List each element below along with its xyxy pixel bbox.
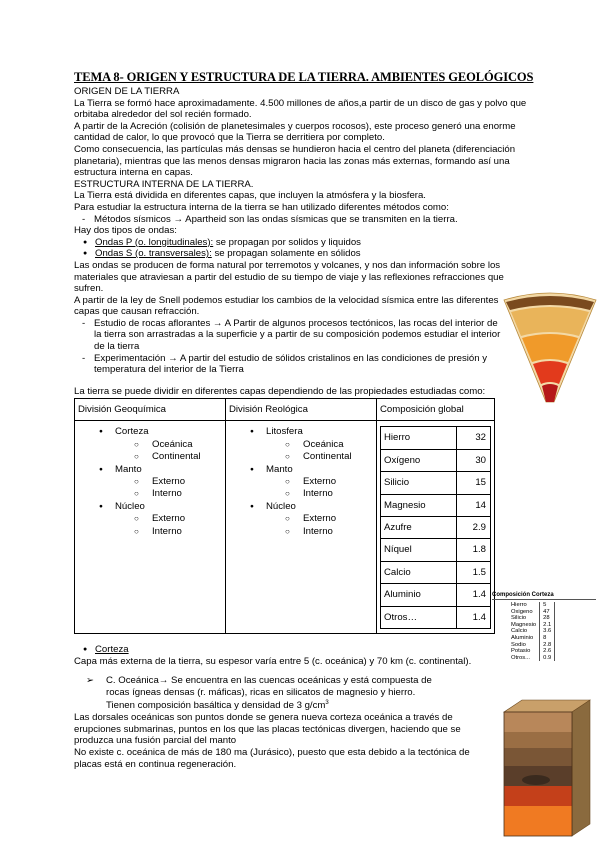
composition-list bbox=[380, 426, 491, 629]
reo-item: ● Litosfera ○ Oceánica ○ Continental bbox=[229, 426, 373, 463]
composition-row: Calcio 1.5 bbox=[381, 561, 491, 583]
crust-bullet: ● Corteza bbox=[74, 644, 474, 656]
origin-paragraph-2: A partir de la Acreción (colisión de planetesimales y cuerpos rocosos), este proceso generó una enorme cantidad de calor, lo que provocó que la Tierra se derritiera por completo. bbox=[74, 120, 516, 144]
geo-item: ● Manto ○ Externo ○ Interno bbox=[78, 464, 222, 501]
crust-block-diagram bbox=[502, 698, 592, 838]
composition-row: Hierro 32 bbox=[381, 427, 491, 449]
reo-subitem: ○ Oceánica bbox=[229, 439, 373, 451]
mini-row: Calcio 3.6 bbox=[508, 628, 555, 635]
origin-paragraph-3: Como consecuencia, las partículas más densas se hundieron hacia el centro del planeta (diferenciación planetaria), mientras que las menos densas migraron hacia las zonas más externas, formando así una estructura interna en capas. bbox=[74, 143, 516, 179]
reo-subitem: ○ Interno bbox=[229, 488, 373, 500]
crust-paragraph-3: No existe c. oceánica de más de 180 ma (Jurásico), puesto que esta debido a la tectónica de placas está en continua regeneración. bbox=[74, 747, 470, 770]
geochemical-cell bbox=[75, 421, 226, 634]
mini-composition-table bbox=[508, 602, 555, 661]
earth-layers-illustration bbox=[500, 292, 600, 404]
composition-row: Magnesio 14 bbox=[381, 494, 491, 516]
divisions-table bbox=[74, 398, 495, 634]
wave-p-item bbox=[74, 237, 534, 249]
header-composition: Composición global bbox=[377, 399, 495, 421]
reo-subitem: ○ Externo bbox=[229, 476, 373, 488]
mini-row: Otros... 0.9 bbox=[508, 655, 555, 662]
mini-table-title: Composición Corteza bbox=[492, 592, 554, 598]
header-geochemical: División Geoquímica bbox=[75, 399, 226, 421]
wave-s-item bbox=[74, 248, 534, 260]
reo-item: ● Núcleo ○ Externo ○ Interno bbox=[229, 501, 373, 538]
wave-p-label: Ondas P (o. longitudinales): bbox=[95, 236, 214, 248]
geo-item: ● Corteza ○ Oceánica ○ Continental bbox=[78, 426, 222, 463]
composition-row: Azufre 2.9 bbox=[381, 517, 491, 539]
oceanic-line-3: Tienen composición basáltica y densidad de 3 $g/cm^3$ bbox=[106, 700, 329, 712]
structure-paragraph-5: La tierra se puede dividir en diferentes capas dependiendo de las propiedades estudiadas como: bbox=[74, 385, 486, 397]
structure-paragraph-1: La Tierra está dividida en diferentes capas, que incluyen la atmósfera y la biosfera. bbox=[74, 190, 426, 202]
crust-paragraph-1: Capa más externa de la tierra, su espesor varía entre 5 (c. oceánica) y 70 km (c. continental). bbox=[74, 655, 472, 667]
header-rheological: División Reológica bbox=[226, 399, 377, 421]
origin-heading: ORIGEN DE LA TIERRA bbox=[74, 86, 180, 97]
composition-row: Otros… 1.4 bbox=[381, 606, 491, 628]
methods-list-2 bbox=[74, 318, 504, 376]
methods-list-1 bbox=[74, 214, 534, 226]
mini-row: Potasio 2.6 bbox=[508, 648, 555, 655]
composition-cell bbox=[377, 421, 495, 634]
reo-item: ● Manto ○ Externo ○ Interno bbox=[229, 464, 373, 501]
geo-subitem: ○ Externo bbox=[78, 513, 222, 525]
structure-heading: ESTRUCTURA INTERNA DE LA TIERRA. bbox=[74, 178, 254, 190]
wave-s-label: Ondas S (o. transversales): bbox=[95, 248, 212, 260]
mini-row: Magnesio 2.1 bbox=[508, 622, 555, 629]
composition-row: Aluminio 1.4 bbox=[381, 584, 491, 606]
waves-list bbox=[74, 237, 534, 260]
crust-paragraph-2: Las dorsales oceánicas son puntos donde se genera nueva corteza oceánica a través de erupciones submarinas, puntos en los que las placas tectónicas divergen, haciendo que se produzca una fusión parcial del manto bbox=[74, 712, 461, 747]
reo-subitem: ○ Externo bbox=[229, 513, 373, 525]
crust-composition-figure bbox=[492, 592, 596, 661]
crust-section bbox=[74, 644, 474, 770]
method-rocks: - Estudio de rocas aflorantes → A Partir de algunos procesos tectónicos, las rocas del interior de la tierra son arrastradas a la superficie y a partir de su composición podemos estudiar el interior de la tierra bbox=[74, 318, 504, 353]
geo-subitem: ○ Oceánica bbox=[78, 439, 222, 451]
reo-subitem: ○ Continental bbox=[229, 451, 373, 463]
composition-row: Níquel 1.8 bbox=[381, 539, 491, 561]
document-page bbox=[74, 70, 534, 770]
wave-p-text: se propagan por solidos y liquidos bbox=[213, 236, 361, 248]
method-seismic: - Métodos sísmicos → Apartheid son las ondas sísmicas que se transmiten en la tierra. bbox=[74, 214, 534, 226]
method-experimentation: - Experimentación → A partir del estudio de sólidos cristalinos en las condiciones de presión y temperatura del interior de la Tierra bbox=[74, 353, 504, 376]
structure-paragraph-3: Las ondas se producen de forma natural por terremotos y volcanes, y nos dan información sobre los materiales que atraviesan a partir del estudio de su tiempo de viaje y las reflexiones refracciones que sufren. bbox=[74, 259, 504, 295]
geo-subitem: ○ Interno bbox=[78, 526, 222, 538]
waves-intro: Hay dos tipos de ondas: bbox=[74, 225, 177, 237]
geo-item: ● Núcleo ○ Externo ○ Interno bbox=[78, 501, 222, 538]
geo-subitem: ○ Continental bbox=[78, 451, 222, 463]
mini-row: Aluminio 8 bbox=[508, 635, 555, 642]
mini-row: Hierro 5 bbox=[508, 602, 555, 609]
geo-subitem: ○ Interno bbox=[78, 488, 222, 500]
composition-row: Silicio 15 bbox=[381, 472, 491, 494]
composition-row: Oxígeno 30 bbox=[381, 449, 491, 471]
mini-row: Sodio 2.8 bbox=[508, 642, 555, 649]
arrow-bullet-icon: ➢ bbox=[86, 675, 95, 687]
oceanic-crust-item bbox=[74, 675, 474, 712]
oceanic-line-1: C. Oceánica→ Se encuentra en las cuencas oceánicas y está compuesta de bbox=[106, 675, 432, 687]
rheological-cell bbox=[226, 421, 377, 634]
wave-s-text: se propagan solamente en sólidos bbox=[211, 248, 361, 260]
oceanic-line-2: rocas ígneas densas (r. máficas), ricas en silicatos de magnesio y hierro. bbox=[106, 686, 416, 698]
mini-row: Silicio 28 bbox=[508, 615, 555, 622]
reo-subitem: ○ Interno bbox=[229, 526, 373, 538]
geo-subitem: ○ Externo bbox=[78, 476, 222, 488]
document-title: TEMA 8- ORIGEN Y ESTRUCTURA DE LA TIERRA. AMBIENTES GEOLÓGICOS bbox=[74, 70, 534, 84]
mini-row: Oxigeno 47 bbox=[508, 609, 555, 616]
structure-paragraph-4: A partir de la ley de Snell podemos estudiar los cambios de la velocidad sísmica entre las diferentes capas que causan refracción. bbox=[74, 294, 499, 318]
structure-paragraph-2: Para estudiar la estructura interna de la tierra se han utilizado diferentes métodos como: bbox=[74, 201, 449, 213]
origin-paragraph-1: La Tierra se formó hace aproximadamente. 4.500 millones de años,a partir de un disco de gas y polvo que orbitaba alrededor del sol recién formado. bbox=[74, 97, 527, 121]
